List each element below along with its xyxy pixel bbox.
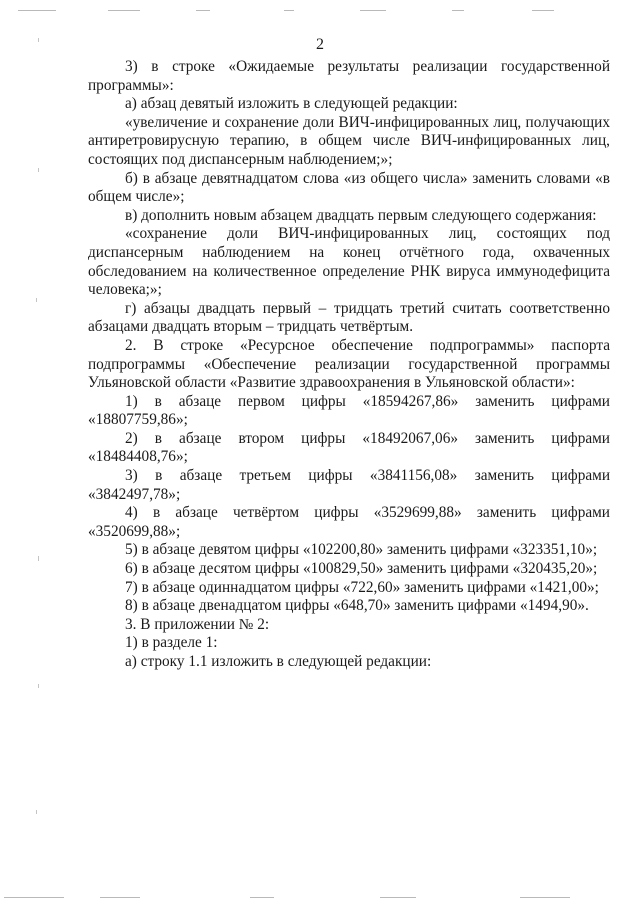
list-item: 7) в абзаце одиннадцатом цифры «722,60» заменить цифрами «1421,00»; <box>125 578 599 596</box>
scan-artifact <box>196 10 210 11</box>
scan-artifact <box>380 897 416 898</box>
paragraph: 3. В приложении № 2: <box>125 615 270 633</box>
list-item: 1) в абзаце первом цифры «18594267,86» заменить цифрами «18807759,86»; <box>88 392 610 429</box>
scan-artifact <box>250 897 274 898</box>
list-item: 4) в абзаце четвёртом цифры «3529699,88» заменить цифрами «3520699,88»; <box>88 504 610 540</box>
list-item: 2) в абзаце втором цифры «18492067,06» заменить цифрами «18484408,76»; <box>88 429 610 466</box>
list-item: 8) в абзаце двенадцатом цифры «648,70» заменить цифрами «1494,90». <box>125 597 589 615</box>
scan-artifact <box>360 10 386 11</box>
scan-artifact <box>284 10 294 11</box>
page-number: 2 <box>316 36 324 53</box>
scan-artifact <box>452 10 464 11</box>
paragraph: «увеличение и сохранение доли ВИЧ-инфицированных лиц, получающих антиретровирусную терапию, в общем числе ВИЧ-инфицированных лиц, состоящих под диспансерным наблюдением;»; <box>88 113 610 168</box>
paragraph: «сохранение доли ВИЧ-инфицированных лиц, состоящих под диспансерным наблюдением на конец отчётного года, охваченных обследованием на количественное определение РНК вируса иммунодефицита человека;»; <box>88 225 610 299</box>
paragraph: а) строку 1.1 изложить в следующей редакции: <box>125 653 432 670</box>
paragraph: а) абзац девятый изложить в следующей редакции: <box>125 95 458 113</box>
scan-artifact <box>36 810 37 814</box>
paragraph: 2. В строке «Ресурсное обеспечение подпрограммы» паспорта подпрограммы «Обеспечение реализации государственной программы Ульяновской области «Развитие здравоохранения в Ульяновской области»: <box>88 336 610 392</box>
document-body <box>88 58 610 672</box>
scan-artifact <box>18 10 56 11</box>
scan-artifact <box>520 897 570 898</box>
scan-artifact <box>38 556 39 561</box>
scan-artifact <box>36 298 37 302</box>
list-item: 5) в абзаце девятом цифры «102200,80» заменить цифрами «323351,10»; <box>125 541 598 559</box>
scan-artifact <box>38 684 39 688</box>
scan-artifact <box>100 897 140 898</box>
scan-artifact <box>532 10 554 11</box>
scan-artifact <box>108 10 140 11</box>
paragraph: 3) в строке «Ожидаемые результаты реализации государственной программы»: <box>88 58 610 94</box>
paragraph: в) дополнить новым абзацем двадцать первым следующего содержания: <box>125 206 597 224</box>
paragraph: г) абзацы двадцать первый – тридцать третий считать соответственно абзацами двадцать вторым – тридцать четвёртым. <box>88 299 610 336</box>
scan-artifact-strip <box>0 893 640 903</box>
list-item: 3) в абзаце третьем цифры «3841156,08» заменить цифрами «3842497,78»; <box>88 467 610 503</box>
paragraph: б) в абзаце девятнадцатом слова «из общего числа» заменить словами «в общем числе»; <box>88 169 610 206</box>
list-item: 6) в абзаце десятом цифры «100829,50» заменить цифрами «320435,20»; <box>125 560 598 578</box>
paragraph: 1) в разделе 1: <box>125 634 218 652</box>
scan-artifact <box>38 168 39 172</box>
scan-artifact <box>4 897 64 898</box>
